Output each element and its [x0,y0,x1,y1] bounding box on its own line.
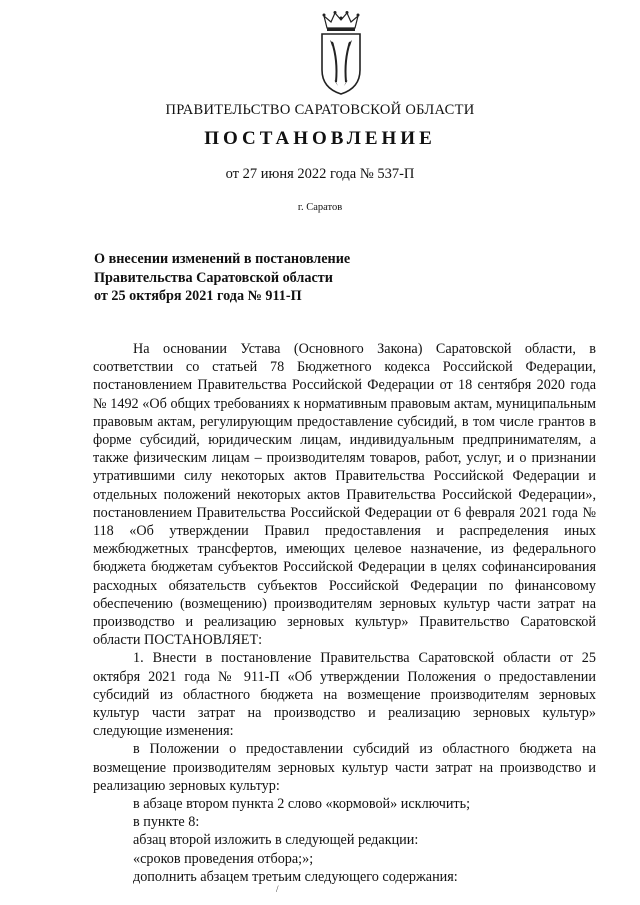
body-paragraph: в абзаце втором пункта 2 слово «кормовой» исключить; [133,796,471,813]
coat-of-arms-icon [318,10,364,96]
body-paragraph: 1. Внести в постановление Правительства Саратовской области от 25 октября 2021 года № 911-П «Об утверждении Положения о предоставлении субсидий из областного бюджета на возмещение производителям зерновых культур части затрат на производство и реализацию зерновых культур» следующие изменения: [93,650,596,740]
document-date-number: от 27 июня 2022 года № 537-П [225,166,415,182]
subject-line: О внесении изменений в постановление [94,251,351,267]
body-paragraph: в пункте 8: [133,814,200,831]
document-city: г. Саратов [297,202,343,213]
body-paragraph: «сроков проведения отбора;»; [133,850,314,867]
document-subject [94,250,494,306]
body-paragraph: в Положении о предоставлении субсидий из областного бюджета на возмещение производителям зерновых культур части затрат на производство и реализацию зерновых культур: [93,741,596,794]
page-mark: / [276,884,279,894]
document-body [93,340,596,886]
subject-line: Правительства Саратовской области [94,269,333,286]
subject-line: от 25 октября 2021 года № 911-П [94,288,302,304]
body-paragraph: На основании Устава (Основного Закона) Саратовской области, в соответствии со статьей 78 Бюджетного кодекса Российской Федерации, постановлением Правительства Российской Федерации от 18 сентября 2020 года № 1492 «Об общих требованиях к нормативным правовым актам, муниципальным правовым актам, регулирующим предоставление субсидий, в том числе грантов в форме субсидий, юридическим лицам, индивидуальным предпринимателям, а также физическим лицам – производителям товаров, работ, услуг, и о признании утратившими силу некоторых актов Правительства Российской Федерации и отдельных положений некоторых актов Правительства Российской Федерации», постановлением Правительства Российской Федерации от 6 февраля 2021 года № 118 «Об утверждении Правил предоставления и распределения иных межбюджетных трансфертов, имеющих целевое назначение, из федерального бюджета бюджетам субъектов Российской Федерации в целях софинансирования расходных обязательств субъектов Российской Федерации по финансовому обеспечению (возмещению) производителям зерновых культур части затрат на производство и реализацию зерновых культур» Правительство Саратовской области ПОСТАНОВЛЯЕТ: [93,341,596,649]
body-paragraph: дополнить абзацем третьим следующего содержания: [133,868,458,885]
document-type: ПОСТАНОВЛЕНИЕ [204,128,436,149]
body-paragraph: абзац второй изложить в следующей редакции: [133,832,419,849]
government-name: ПРАВИТЕЛЬСТВО САРАТОВСКОЙ ОБЛАСТИ [165,102,475,118]
